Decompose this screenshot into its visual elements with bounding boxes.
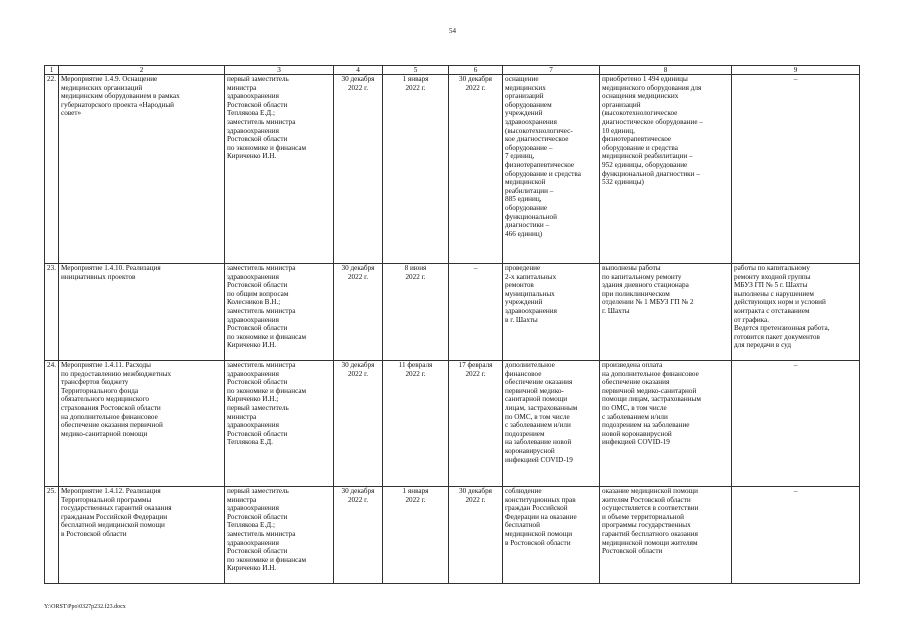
event-cell: Мероприятие 1.4.10. Реализация инициативных проектов [59,264,225,361]
responsible-cell: первый заместитель министра здравоохранения Ростовской области Теплякова Е.Д.; заместитель министра здравоохранения Ростовской области по экономике и финансам Кириченко И.Н. [225,75,334,264]
actual-result-cell: приобретено 1 494 единицы медицинского оборудования для оснащения медицинских организаций (высокотехнологическое диагностическое оборудование – 10 единиц, физиотерапевтическое оборудование и средства медицинской реабилитации – 952 единицы, оборудование функциональной диагностики – 532 единицы) [600,75,732,264]
actual-result-cell: произведена оплата на дополнительное финансовое обеспечение оказания первичной медико-санитарной помощи лицам, застрахованным по ОМС, в том числе с заболеванием и/или подозрением на заболевание новой коронавирусной инфекцией COVID-19 [600,361,732,487]
date-end-cell: 30 декабря 2022 г. [449,487,503,584]
row-number: 22. [45,75,59,264]
header-cell: 1 [45,66,59,75]
date-start-cell: 1 января 2022 г. [383,487,449,584]
date-plan-cell: 30 декабря 2022 г. [334,75,383,264]
table-row [45,487,860,584]
notes-cell: – [732,487,860,584]
header-cell: 3 [225,66,334,75]
header-cell: 4 [334,66,383,75]
row-number: 23. [45,264,59,361]
notes-cell: – [732,75,860,264]
header-row [45,66,860,75]
date-end-cell: 17 февраля 2022 г. [449,361,503,487]
responsible-cell: заместитель министра здравоохранения Ростовской области по экономике и финансам Кириченко И.Н.; первый заместитель министра здравоохранения Ростовской области Теплякова Е.Д. [225,361,334,487]
header-cell: 6 [449,66,503,75]
date-plan-cell: 30 декабря 2022 г. [334,264,383,361]
responsible-cell: заместитель министра здравоохранения Ростовской области по общим вопросам Колесников В.Н.; заместитель министра здравоохранения Ростовской области по экономике и финансам Кириченко И.Н. [225,264,334,361]
actual-result-cell: оказание медицинской помощи жителям Ростовской области осуществляется в соответствии и объеме территориальной программы государственных гарантий бесплатного оказания медицинской помощи жителям Ростовской области [600,487,732,584]
report-table [44,65,860,584]
event-cell: Мероприятие 1.4.9. Оснащение медицинских организаций медицинским оборудованием в рамках губернаторского проекта «Народный совет» [59,75,225,264]
page-number: 54 [449,27,456,35]
date-plan-cell: 30 декабря 2022 г. [334,487,383,584]
expected-result-cell: оснащение медицинских организаций оборудованием учреждений здравоохранения (высокотехнологичес- кое диагностическое оборудование – 7 единиц, физиотерапевтическое оборудование и средства медицинской реабилитации – 885 единиц, оборудование функциональной диагностики – 466 единиц) [503,75,600,264]
row-number: 24. [45,361,59,487]
expected-result-cell: соблюдение конституционных прав граждан Российской Федерации на оказание бесплатной медицинской помощи в Ростовской области [503,487,600,584]
event-cell: Мероприятие 1.4.12. Реализация Территориальной программы государственных гарантий оказания гражданам Российской Федерации бесплатной медицинской помощи в Ростовской области [59,487,225,584]
expected-result-cell: дополнительное финансовое обеспечение оказания первичной медико- санитарной помощи лицам, застрахованным по ОМС, в том числе с заболеванием и/или подозрением на заболевание новой коронавирусной инфекцией COVID-19 [503,361,600,487]
event-cell: Мероприятие 1.4.11. Расходы по предоставлению межбюджетных трансфертов бюджету Территориального фонда обязательного медицинского страхования Ростовской области на дополнительное финансовое обеспечение оказания первичной медико-санитарной помощи [59,361,225,487]
responsible-cell: первый заместитель министра здравоохранения Ростовской области Теплякова Е.Д.; заместитель министра здравоохранения Ростовской области по экономике и финансам Кириченко И.Н. [225,487,334,584]
table-row [45,264,860,361]
date-end-cell: 30 декабря 2022 г. [449,75,503,264]
date-start-cell: 1 января 2022 г. [383,75,449,264]
notes-cell: – [732,361,860,487]
table-row [45,361,860,487]
header-cell: 8 [600,66,732,75]
date-start-cell: 8 июня 2022 г. [383,264,449,361]
row-number: 25. [45,487,59,584]
header-cell: 9 [732,66,860,75]
date-end-cell: – [449,264,503,361]
expected-result-cell: проведение 2-х капитальных ремонтов муниципальных учреждений здравоохранения в г. Шахты [503,264,600,361]
document-path: Y:\ORST\Ppo\0327p232.f23.docx [44,604,126,610]
header-cell: 5 [383,66,449,75]
notes-cell: работы по капитальному ремонту входной группы МБУЗ ГП № 5 г. Шахты выполнены с нарушением действующих норм и условий контракта с отставанием от графика. Ведется претензионная работа, готовится пакет документов для передачи в суд [732,264,860,361]
date-plan-cell: 30 декабря 2022 г. [334,361,383,487]
header-cell: 7 [503,66,600,75]
date-start-cell: 11 февраля 2022 г. [383,361,449,487]
actual-result-cell: выполнены работы по капитальному ремонту здания дневного стационара при поликлиническом отделении № 1 МБУЗ ГП № 2 г. Шахты [600,264,732,361]
header-cell: 2 [59,66,225,75]
table-row [45,75,860,264]
